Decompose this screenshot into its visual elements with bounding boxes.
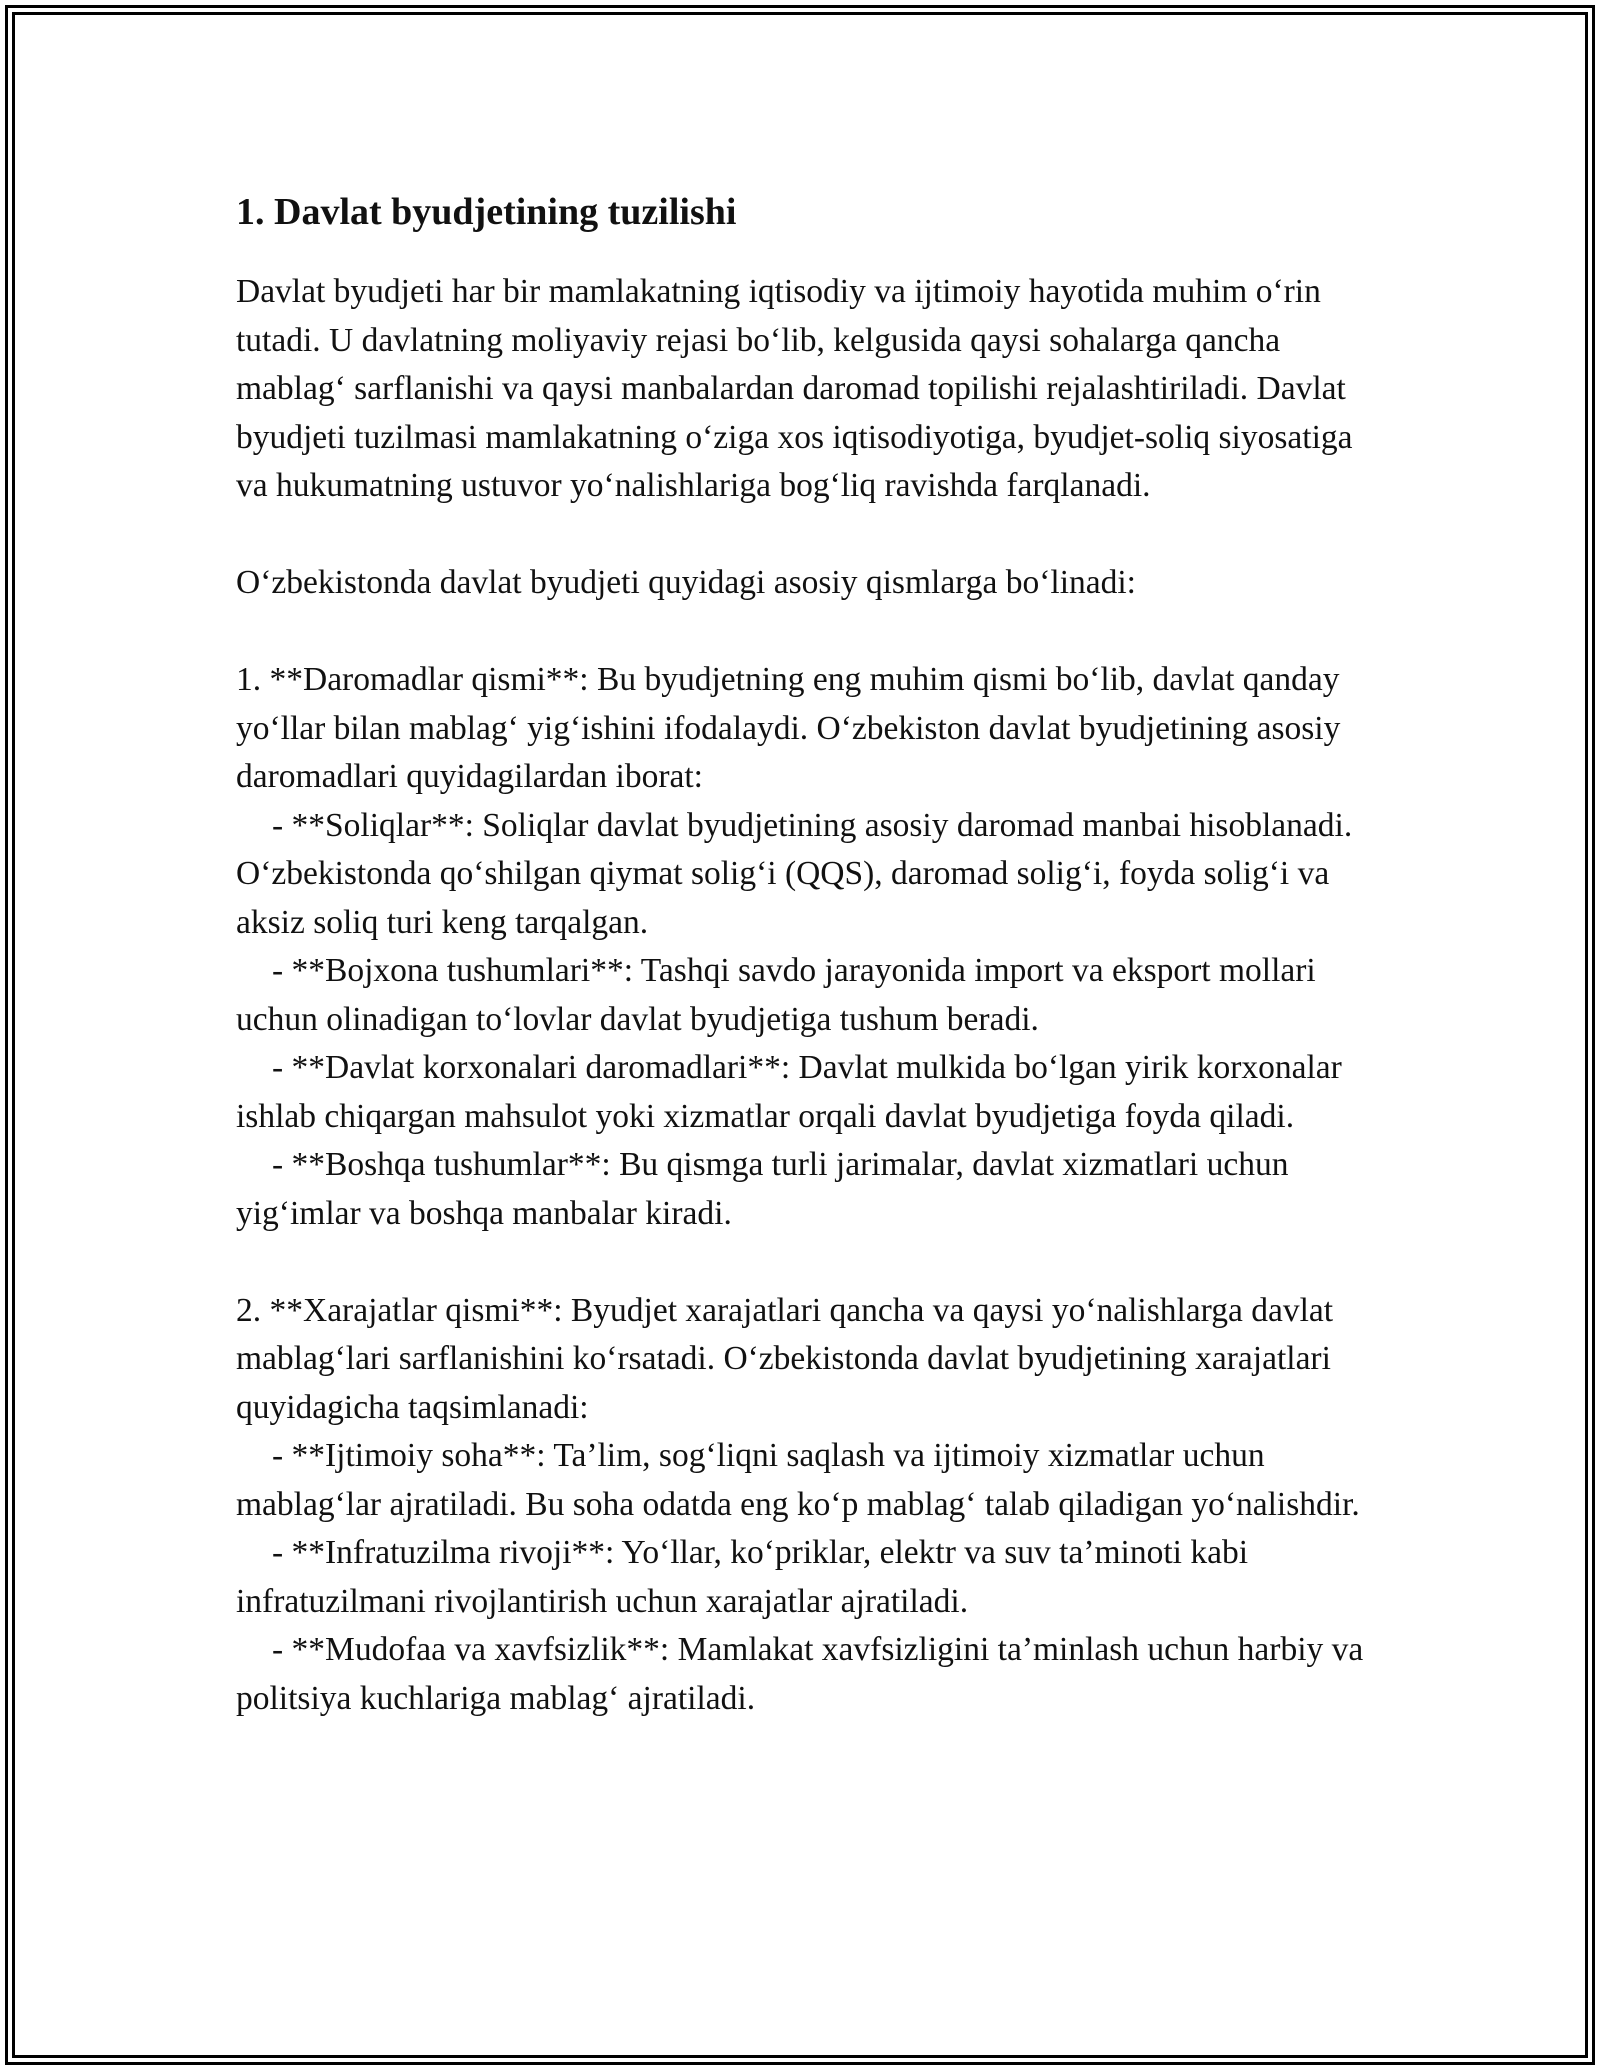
expense-section [236,1287,1386,1724]
list-item: - **Soliqlar**: Soliqlar davlat byudjetining asosiy daromad manbai hisoblanadi. O‘zbekistonda qo‘shilgan qiymat solig‘i (QQS), daromad solig‘i, foyda solig‘i va aksiz soliq turi keng tarqalgan. [236,806,1353,941]
document-body [236,184,1386,1723]
list-item: - **Infratuzilma rivoji**: Yo‘llar, ko‘priklar, elektr va suv ta’minoti kabi infratuzilmani rivojlantirish uchun xarajatlar ajratiladi. [236,1534,1249,1620]
expense-section-title: 2. **Xarajatlar qismi**: Byudjet xarajatlari qancha va qaysi yo‘nalishlarga davlat mablag‘lari sarflanishini ko‘rsatadi. O‘zbekistonda davlat byudjetining xarajatlari quyidagicha taqsimlanadi: [236,1291,1334,1426]
intro-paragraph: Davlat byudjeti har bir mamlakatning iqtisodiy va ijtimoiy hayotida muhim o‘rin tutadi. U davlatning moliyaviy rejasi bo‘lib, kelgusida qaysi sohalarga qancha mablag‘ sarflanishi va qaysi manbalardan daromad topilishi rejalashtiriladi. Davlat byudjeti tuzilmasi mamlakatning o‘ziga xos iqtisodiyotiga, byudjet-soliq siyosatiga va hukumatning ustuvor yo‘nalishlariga bog‘liq ravishda farqlanadi. [236,273,1353,504]
section-heading: 1. Davlat byudjetining tuzilishi [236,191,737,233]
list-item: - **Bojxona tushumlari**: Tashqi savdo jarayonida import va eksport mollari uchun olinadigan to‘lovlar davlat byudjetiga tushum beradi. [236,952,1316,1038]
list-item: - **Boshqa tushumlar**: Bu qismga turli jarimalar, davlat xizmatlari uchun yig‘imlar va boshqa manbalar kiradi. [236,1146,1289,1232]
income-section [236,656,1386,1238]
list-item: - **Davlat korxonalari daromadlari**: Davlat mulkida bo‘lgan yirik korxonalar ishlab chiqargan mahsulot yoki xizmatlar orqali davlat byudjetiga foyda qiladi. [236,1049,1342,1135]
list-item: - **Ijtimoiy soha**: Ta’lim, sog‘liqni saqlash va ijtimoiy xizmatlar uchun mablag‘lar ajratiladi. Bu soha odatda eng ko‘p mablag‘ talab qiladigan yo‘nalishdir. [236,1437,1360,1523]
list-item: - **Mudofaa va xavfsizlik**: Mamlakat xavfsizligini ta’minlash uchun harbiy va politsiya kuchlariga mablag‘ ajratiladi. [236,1631,1364,1717]
lead-paragraph: O‘zbekistonda davlat byudjeti quyidagi asosiy qismlarga bo‘linadi: [236,564,1136,601]
income-section-title: 1. **Daromadlar qismi**: Bu byudjetning eng muhim qismi bo‘lib, davlat qanday yo‘llar bilan mablag‘ yig‘ishini ifodalaydi. O‘zbekiston davlat byudjetining asosiy daromadlari quyidagilardan iborat: [236,661,1341,795]
